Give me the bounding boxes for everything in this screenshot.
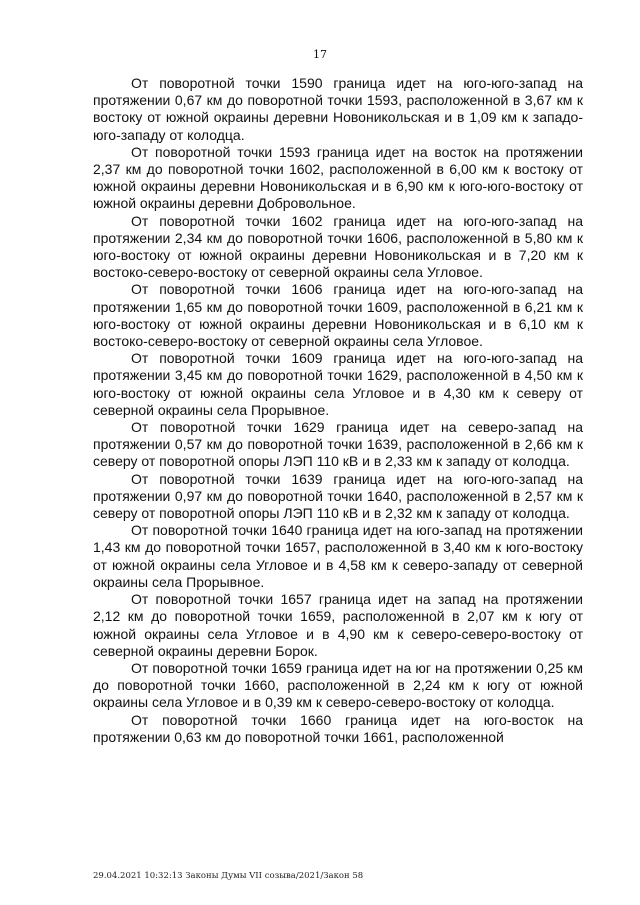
paragraph: От поворотной точки 1606 граница идет на юго-юго-запад на протяжении 1,65 км до поворотной точки 1609, расположенной в 6,21 км к юго-востоку от южной окраины деревни Новоникольская и в 6,10 км к востоко-северо-востоку от северной окраины села Угловое. — [93, 281, 583, 350]
paragraph: От поворотной точки 1659 граница идет на юг на протяжении 0,25 км до поворотной точки 1660, расположенной в 2,24 км к югу от южной окраины села Угловое и в 0,39 км к северо-северо-востоку от колодца. — [93, 659, 583, 711]
paragraph: От поворотной точки 1609 граница идет на юго-юго-запад на протяжении 3,45 км до поворотной точки 1629, расположенной в 4,50 км к юго-востоку от южной окраины села Угловое и в 4,30 км к северу от северной окраины села Прорывное. — [93, 350, 583, 418]
document-footer: 29.04.2021 10:32:13 Законы Думы VII созыва/2021/Закон 58 — [93, 871, 364, 881]
paragraph: От поворотной точки 1657 граница идет на запад на протяжении 2,12 км до поворотной точки 1659, расположенной в 2,07 км к югу от южной окраины села Угловое и в 4,90 км к северо-северо-востоку от северной окраины деревни Борок. — [93, 591, 583, 659]
page-number: 17 — [313, 48, 327, 61]
paragraph: От поворотной точки 1629 граница идет на северо-запад на протяжении 0,57 км до поворотной точки 1639, расположенной в 2,66 км к северу от поворотной опоры ЛЭП 110 кВ и в 2,33 км к западу от колодца. — [93, 419, 583, 470]
paragraph: От поворотной точки 1660 граница идет на юго-восток на протяжении 0,63 км до поворотной точки 1661, расположенной — [93, 711, 583, 745]
paragraph: От поворотной точки 1639 граница идет на юго-юго-запад на протяжении 0,97 км до поворотной точки 1640, расположенной в 2,57 км к северу от поворотной опоры ЛЭП 110 кВ и в 2,32 км к западу от колодца. — [93, 470, 583, 522]
paragraph: От поворотной точки 1593 граница идет на восток на протяжении 2,37 км до поворотной точки 1602, расположенной в 6,00 км к востоку от южной окраины деревни Новоникольская и в 6,90 км к юго-юго-востоку от южной окраины деревни Добровольное. — [93, 143, 583, 212]
paragraph: От поворотной точки 1640 граница идет на юго-запад на протяжении 1,43 км до поворотной точки 1657, расположенной в 3,40 км к юго-востоку от южной окраины села Угловое и в 4,58 км к северо-западу от северной окраины села Прорывное. — [93, 522, 583, 590]
paragraph: От поворотной точки 1602 граница идет на юго-юго-запад на протяжении 2,34 км до поворотной точки 1606, расположенной в 5,80 км к юго-востоку от южной окраины деревни Новоникольская и в 7,20 км к востоко-северо-востоку от северной окраины села Угловое. — [93, 212, 583, 281]
document-body — [93, 75, 583, 746]
paragraph: От поворотной точки 1590 граница идет на юго-юго-запад на протяжении 0,67 км до поворотной точки 1593, расположенной в 3,67 км к востоку от южной окраины деревни Новоникольская и в 1,09 км к западо-юго-западу от колодца. — [93, 75, 583, 143]
